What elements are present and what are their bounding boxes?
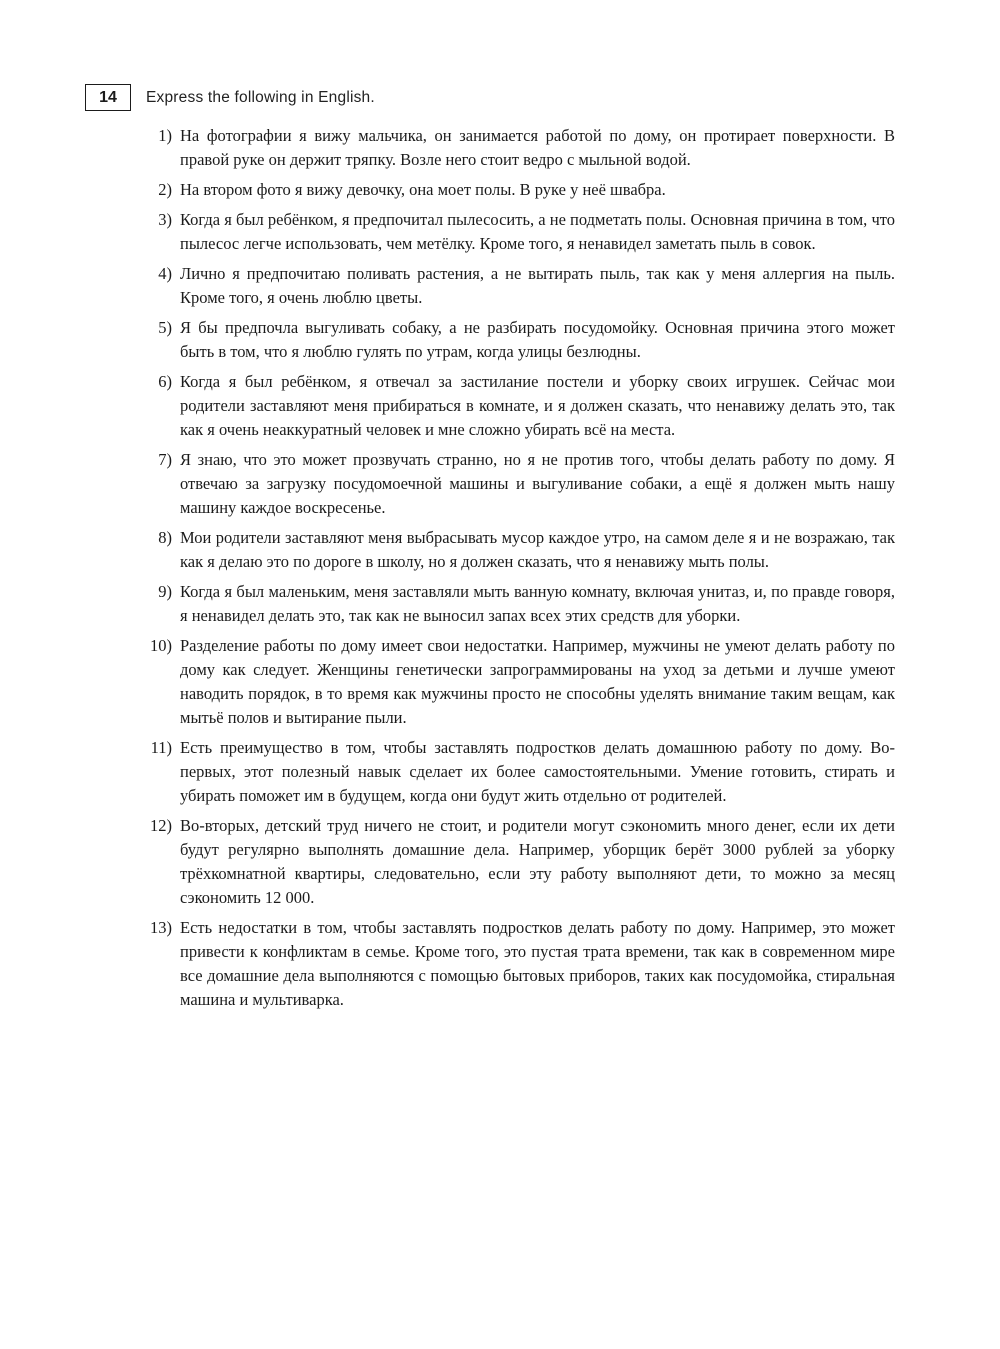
list-item bbox=[143, 370, 895, 442]
list-item bbox=[143, 526, 895, 574]
list-item bbox=[143, 448, 895, 520]
exercise-instruction: Express the following in English. bbox=[146, 88, 375, 106]
item-number: 1) bbox=[158, 126, 172, 145]
item-number: 5) bbox=[158, 318, 172, 337]
list-item bbox=[143, 814, 895, 910]
exercise-item-list bbox=[85, 124, 895, 1012]
item-text: Я бы предпочла выгуливать собаку, а не разбирать посудомойку. Основная причина этого может быть в том, что я люблю гулять по утрам, когда улицы безлюдны. bbox=[180, 318, 895, 361]
exercise-number: 14 bbox=[99, 88, 117, 106]
item-number: 7) bbox=[158, 450, 172, 469]
item-text: Когда я был ребёнком, я предпочитал пылесосить, а не подметать полы. Основная причина в том, что пылесос легче использовать, чем метёлку. Кроме того, я ненавидел заметать пыль в совок. bbox=[180, 210, 895, 253]
list-item bbox=[143, 916, 895, 1012]
item-text: Лично я предпочитаю поливать растения, а не вытирать пыль, так как у меня аллергия на пыль. Кроме того, я очень люблю цветы. bbox=[180, 264, 895, 307]
item-number: 8) bbox=[158, 528, 172, 547]
item-number: 9) bbox=[158, 582, 172, 601]
item-text: На втором фото я вижу девочку, она моет полы. В руке у неё швабра. bbox=[180, 180, 666, 199]
item-text: Во-вторых, детский труд ничего не стоит, и родители могут сэкономить много денег, если их дети будут регулярно выполнять домашние дела. Например, уборщик берёт 3000 рублей за уборку трёхкомнатной квартиры, следовательно, если эту работу выполняют дети, то можно за месяц сэкономить 12 000. bbox=[180, 816, 895, 907]
list-item bbox=[143, 178, 895, 202]
exercise-number-box bbox=[85, 84, 131, 111]
list-item bbox=[143, 736, 895, 808]
list-item bbox=[143, 634, 895, 730]
item-number: 11) bbox=[150, 738, 172, 757]
list-item bbox=[143, 580, 895, 628]
item-number: 13) bbox=[150, 918, 172, 937]
item-text: Разделение работы по дому имеет свои недостатки. Например, мужчины не умеют делать работу по дому как следует. Женщины генетически запрограммированы на уход за детьми и лучше умеют наводить порядок, в то время как мужчины просто не способны уделять внимание таким вещам, как мытьё полов и вытирание пыли. bbox=[180, 636, 895, 727]
item-number: 10) bbox=[150, 636, 172, 655]
list-item bbox=[143, 208, 895, 256]
item-text: Когда я был ребёнком, я отвечал за застилание постели и уборку своих игрушек. Сейчас мои родители заставляют меня прибираться в комнате, и я должен сказать, что ненавижу делать это, так как я очень неаккуратный человек и мне сложно убирать всё на места. bbox=[180, 372, 895, 439]
item-text: Есть недостатки в том, чтобы заставлять подростков делать работу по дому. Например, это может привести к конфликтам в семье. Кроме того, это пустая трата времени, так как в современном мире все домашние дела выполняются с помощью бытовых приборов, таких как посудомойка, стиральная машина и мультиварка. bbox=[180, 918, 895, 1009]
item-number: 12) bbox=[150, 816, 172, 835]
item-text: Я знаю, что это может прозвучать странно, но я не против того, чтобы делать работу по дому. Я отвечаю за загрузку посудомоечной машины и выгуливание собаки, а ещё я должен мыть нашу машину каждое воскресенье. bbox=[180, 450, 895, 517]
item-number: 3) bbox=[158, 210, 172, 229]
exercise-header bbox=[85, 84, 895, 111]
item-number: 2) bbox=[158, 180, 172, 199]
item-text: Мои родители заставляют меня выбрасывать мусор каждое утро, на самом деле я и не возражаю, так как я делаю это по дороге в школу, но я должен сказать, что я ненавижу мыть полы. bbox=[180, 528, 895, 571]
item-text: Когда я был маленьким, меня заставляли мыть ванную комнату, включая унитаз, и, по правде говоря, я ненавидел делать это, так как не выносил запах всех этих средств для уборки. bbox=[180, 582, 895, 625]
item-text: На фотографии я вижу мальчика, он занимается работой по дому, он протирает поверхности. В правой руке он держит тряпку. Возле него стоит ведро с мыльной водой. bbox=[180, 126, 895, 169]
item-number: 6) bbox=[158, 372, 172, 391]
list-item bbox=[143, 316, 895, 364]
item-text: Есть преимущество в том, чтобы заставлять подростков делать домашнюю работу по дому. Во-первых, этот полезный навык сделает их более самостоятельными. Умение готовить, стирать и убирать поможет им в будущем, когда они будут жить отдельно от родителей. bbox=[180, 738, 895, 805]
list-item bbox=[143, 124, 895, 172]
list-item bbox=[143, 262, 895, 310]
item-number: 4) bbox=[158, 264, 172, 283]
